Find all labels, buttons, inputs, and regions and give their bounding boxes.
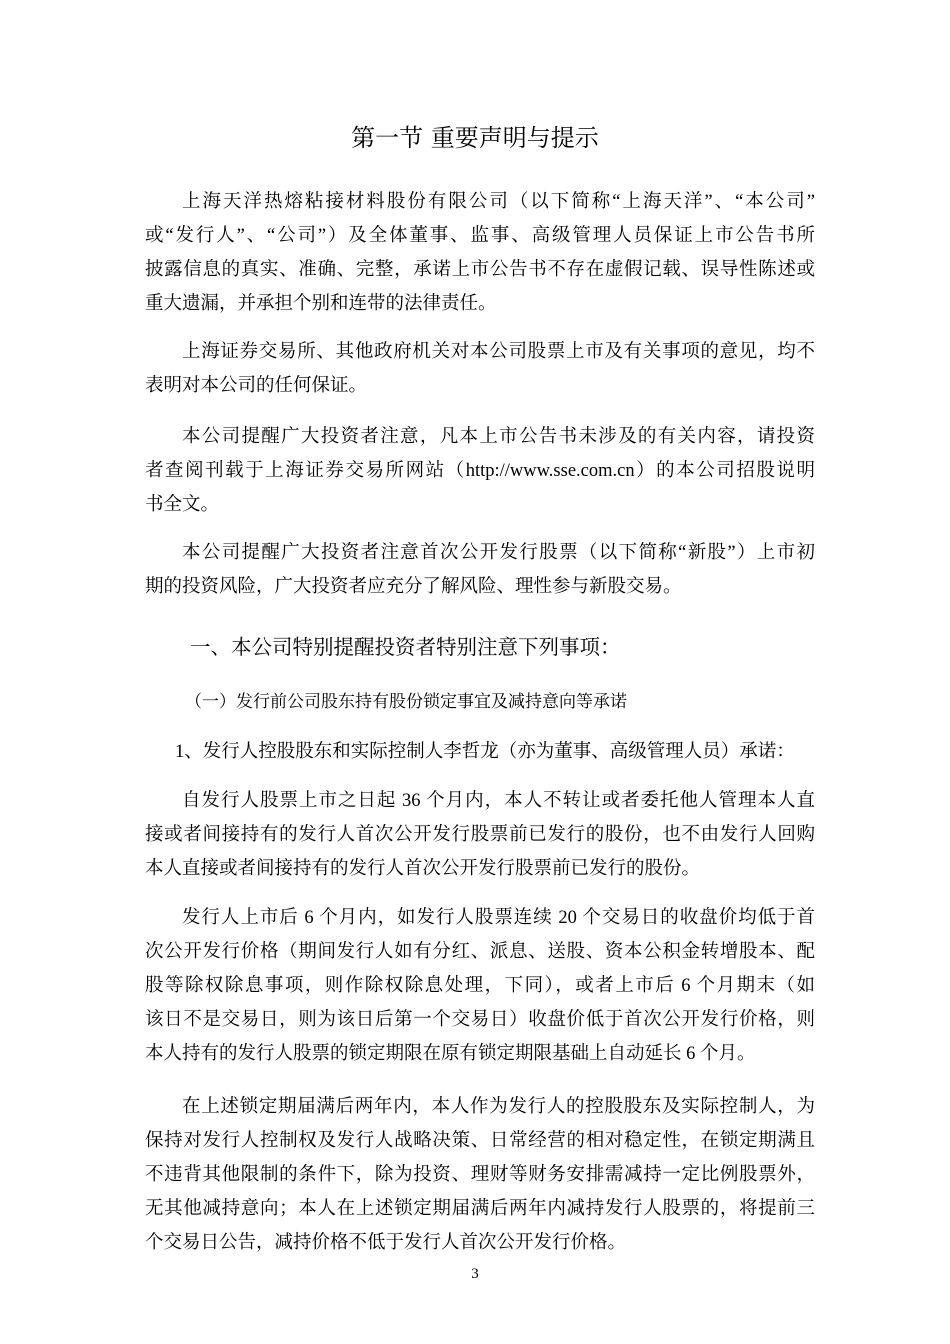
paragraph-risk (145, 536, 815, 604)
text-line: 在上述锁定期届满后两年内，本人作为发行人的控股股东及实际控制人，为 (182, 1097, 815, 1117)
text-line: 上海天洋热熔粘接材料股份有限公司（以下简称“上海天洋”、“本公司” (182, 192, 815, 212)
text-line: 表明对本公司的任何保证。 (145, 376, 368, 396)
text-line: 发行人上市后 6 个月内，如发行人股票连续 20 个交易日的收盘价均低于首 (182, 908, 815, 928)
paragraph-reminder (145, 420, 815, 522)
heading-2: （一）发行前公司股东持有股份锁定事宜及减持意向等承诺 (185, 692, 627, 712)
text-line: 个交易日公告，减持价格不低于发行人首次公开发行价格。 (145, 1233, 627, 1253)
commitment-reduction (145, 1090, 815, 1260)
text-line: 1、发行人控股股东和实际控制人李哲龙（亦为董事、高级管理人员）承诺： (175, 742, 795, 762)
text-line: 接或者间接持有的发行人首次公开发行股票前已发行的股份，也不由发行人回购 (145, 825, 815, 845)
text-line: 披露信息的真实、准确、完整，承诺上市公告书不存在虚假记载、误导性陈述或 (145, 260, 815, 280)
text-line: 本公司提醒广大投资者注意首次公开发行股票（以下简称“新股”）上市初 (182, 543, 815, 563)
paragraph-exchange (145, 335, 815, 403)
commitment-extension (145, 901, 815, 1071)
text-line: 重大遗漏，并承担个别和连带的法律责任。 (145, 294, 497, 314)
text-line: 本人持有的发行人股票的锁定期限在原有锁定期限基础上自动延长 6 个月。 (145, 1044, 756, 1064)
paragraph-statement (145, 185, 815, 321)
text-line: 本人直接或者间接持有的发行人首次公开发行股票前已发行的股份。 (145, 859, 701, 879)
text-line: 上海证券交易所、其他政府机关对本公司股票上市及有关事项的意见，均不 (182, 342, 815, 362)
text-line: 本公司提醒广大投资者注意，凡本上市公告书未涉及的有关内容，请投资 (182, 427, 815, 447)
text-line: 次公开发行价格（期间发行人如有分红、派息、送股、资本公积金转增股本、配 (145, 942, 815, 962)
text-line: 该日不是交易日，则为该日后第一个交易日）收盘价低于首次公开发行价格，则 (145, 1010, 815, 1030)
section-title: 第一节 重要声明与提示 (351, 124, 599, 152)
text-line: 保持对发行人控制权及发行人战略决策、日常经营的相对稳定性，在锁定期满且 (145, 1131, 815, 1151)
text-line: 股等除权除息事项，则作除权除息处理，下同），或者上市后 6 个月期末（如 (145, 976, 815, 996)
text-line: 期的投资风险，广大投资者应充分了解风险、理性参与新股交易。 (145, 577, 682, 597)
text-line: 无其他减持意向；本人在上述锁定期届满后两年内减持发行人股票的，将提前三 (145, 1199, 815, 1219)
page-number: 3 (471, 1266, 479, 1282)
text-line: 自发行人股票上市之日起 36 个月内，本人不转让或者委托他人管理本人直 (182, 791, 815, 811)
heading-1: 一、本公司特别提醒投资者特别注意下列事项： (190, 635, 621, 659)
text-line: 不违背其他限制的条件下，除为投资、理财等财务安排需减持一定比例股票外， (145, 1165, 815, 1185)
text-line: 或“发行人”、“公司”）及全体董事、监事、高级管理人员保证上市公告书所 (145, 226, 815, 246)
text-line: 书全文。 (145, 495, 220, 515)
commitment-lockup (145, 784, 815, 886)
text-line: 者查阅刊载于上海证券交易所网站（http://www.sse.com.cn）的本公司招股说明 (145, 461, 815, 481)
item-1 (175, 735, 825, 769)
